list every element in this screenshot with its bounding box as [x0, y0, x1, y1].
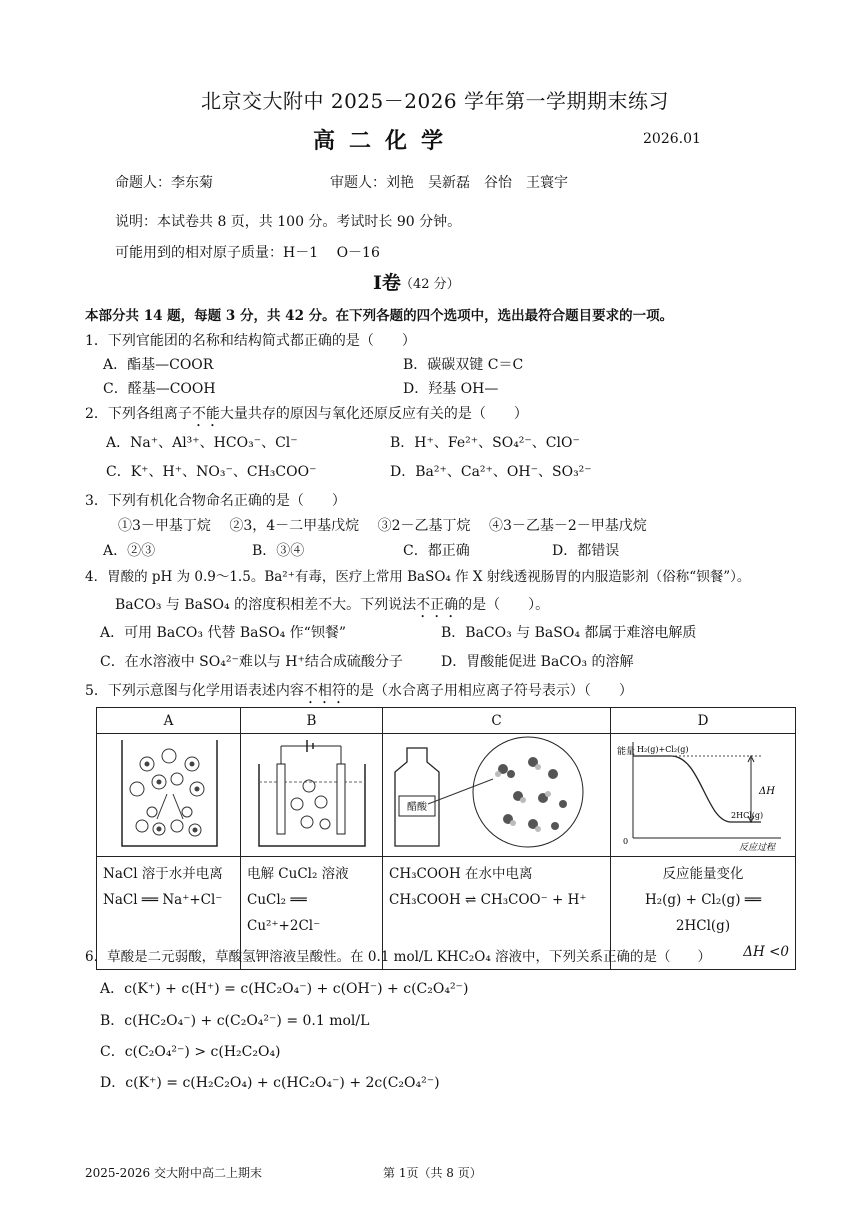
section-score: （42 分）	[400, 277, 460, 292]
q1-option-b: B．碳碳双键 C＝C	[403, 357, 524, 373]
q1-option-c: C．醛基—COOH	[103, 381, 216, 397]
q5-equation-b: CuCl₂ ══ Cu²⁺+2Cl⁻	[247, 892, 321, 934]
q2-option-c: C．K⁺、H⁺、NO₃⁻、CH₃COO⁻	[106, 464, 317, 480]
question-1-stem: 1．下列官能团的名称和结构简式都正确的是（ ）	[85, 333, 416, 349]
exam-note: 说明：本试卷共 8 页，共 100 分。考试时长 90 分钟。	[115, 214, 462, 230]
q4-line2-post: 的是（ ）。	[458, 597, 550, 613]
atomic-mass-note: 可能用到的相对原子质量：H－1 O－16	[115, 245, 380, 261]
graph-top-label: H₂(g)+Cl₂(g)	[637, 745, 689, 754]
q5-diagram-d	[611, 734, 796, 857]
q5-header-a: A	[97, 708, 241, 734]
q5-diagram-b	[241, 734, 383, 857]
question-5-table	[96, 707, 796, 970]
q5-header-d: D	[611, 708, 796, 734]
q5-emphasis: 不相符	[303, 683, 346, 699]
q2-stem-post: 大量共存的原因与氧化还原反应有关的是（ ）	[219, 406, 528, 422]
proposer: 命题人：李东菊	[115, 175, 213, 191]
exam-date: 2026.01	[643, 131, 701, 147]
section-instruction: 本部分共 14 题，每题 3 分，共 42 分。在下列各题的四个选项中，选出最符合题目要求的一项。	[85, 308, 674, 324]
question-6-stem: 6．草酸是二元弱酸，草酸氢钾溶液呈酸性。在 0.1 mol/L KHC₂O₄ 溶液中，下列关系正确的是（ ）	[85, 949, 712, 965]
footer-page-number: 第 1页（共 8 页）	[383, 1166, 482, 1180]
graph-dh-label: ΔH	[759, 786, 775, 797]
subject-title: 高二化学	[313, 128, 458, 154]
q1-option-d: D．羟基 OH—	[403, 381, 499, 397]
q5-header-b: B	[241, 708, 383, 734]
question-2-stem	[85, 403, 528, 430]
q3-items: ①3－甲基丁烷 ②3，4－二甲基戊烷 ③2－乙基丁烷 ④3－乙基－2－甲基戊烷	[118, 518, 647, 534]
question-5-stem	[85, 680, 633, 707]
q1-option-a: A．酯基—COOR	[103, 357, 214, 373]
q5-caption-b: 电解 CuCl₂ 溶液	[247, 866, 349, 882]
section-title: I卷	[373, 272, 401, 294]
document-title: 北京交大附中 2025－2026 学年第一学期期末练习	[201, 89, 670, 113]
q4-option-c: C．在水溶液中 SO₄²⁻难以与 H⁺结合成硫酸分子	[100, 654, 403, 670]
footer-left: 2025-2026 交大附中高二上期末	[85, 1166, 262, 1180]
question-4-line-1: 4．胃酸的 pH 为 0.9～1.5。Ba²⁺有毒，医疗上常用 BaSO₄ 作 X 射线透视肠胃的内服造影剂（俗称“钡餐”）。	[85, 569, 751, 585]
q6-option-c: C．c(C₂O₄²⁻) > c(H₂C₂O₄)	[100, 1044, 281, 1060]
q5-stem-pre: 5．下列示意图与化学用语表述内容	[85, 683, 304, 699]
q5-stem-post: 的是（水合离子用相应离子符号表示）（ ）	[345, 683, 633, 699]
q2-emphasis: 不能	[191, 406, 220, 422]
q4-line2-pre: BaCO₃ 与 BaSO₄ 的溶度积相差不大。下列说法	[115, 597, 417, 613]
q6-option-a: A．c(K⁺) + c(H⁺) = c(HC₂O₄⁻) + c(OH⁻) + c(C₂O₄²⁻)	[100, 981, 469, 997]
q2-stem-pre: 2．下列各组离子	[85, 406, 192, 422]
q5-diagram-c	[383, 734, 611, 857]
q3-option-c: C．都正确	[403, 543, 470, 559]
energy-diagram	[611, 734, 795, 852]
q5-diagram-a	[97, 734, 241, 857]
question-4-line-2	[115, 594, 549, 621]
question-3-stem: 3．下列有机化合物命名正确的是（ ）	[85, 493, 346, 509]
q3-option-b: B．③④	[252, 543, 305, 559]
graph-bottom-label: 2HCl(g)	[731, 811, 764, 820]
acetic-acid-diagram	[383, 734, 610, 852]
reviewers: 审题人：刘艳 吴新磊 谷怡 王寰宇	[330, 175, 568, 191]
q2-option-a: A．Na⁺、Al³⁺、HCO₃⁻、Cl⁻	[106, 435, 298, 451]
q5-header-c: C	[383, 708, 611, 734]
bottle-label: 醋酸	[407, 802, 427, 813]
electrolysis-diagram	[241, 734, 382, 852]
q3-option-a: A．②③	[103, 543, 156, 559]
q5-equation-c: CH₃COOH ⇌ CH₃COO⁻ + H⁺	[389, 892, 587, 908]
q5-caption-a: NaCl 溶于水并电离	[103, 866, 223, 882]
q5-equation-d: H₂(g) + Cl₂(g) ══ 2HCl(g)	[644, 892, 762, 934]
q2-option-d: D．Ba²⁺、Ca²⁺、OH⁻、SO₃²⁻	[390, 464, 592, 480]
q4-option-b: B．BaCO₃ 与 BaSO₄ 都属于难溶电解质	[441, 625, 697, 641]
q5-caption-c: CH₃COOH 在水中电离	[389, 866, 533, 882]
q4-emphasis: 不正确	[416, 597, 459, 613]
q3-option-d: D．都错误	[552, 543, 620, 559]
q5-extra-d: ΔH <0	[743, 944, 789, 960]
q6-option-b: B．c(HC₂O₄⁻) + c(C₂O₄²⁻) = 0.1 mol/L	[100, 1013, 370, 1029]
q6-option-d: D．c(K⁺) = c(H₂C₂O₄) + c(HC₂O₄⁻) + 2c(C₂O₄²⁻)	[100, 1075, 440, 1091]
q4-option-d: D．胃酸能促进 BaCO₃ 的溶解	[441, 654, 634, 670]
graph-xlabel: 反应过程	[739, 843, 776, 852]
q4-option-a: A．可用 BaCO₃ 代替 BaSO₄ 作“钡餐”	[100, 625, 346, 641]
q5-caption-d: 反应能量变化	[662, 866, 744, 882]
nacl-dissolution-diagram	[97, 734, 240, 852]
graph-origin: 0	[623, 837, 629, 846]
q5-equation-a: NaCl ══ Na⁺+Cl⁻	[103, 892, 223, 908]
graph-ylabel: 能量	[617, 747, 636, 757]
q2-option-b: B．H⁺、Fe²⁺、SO₄²⁻、ClO⁻	[390, 435, 580, 451]
